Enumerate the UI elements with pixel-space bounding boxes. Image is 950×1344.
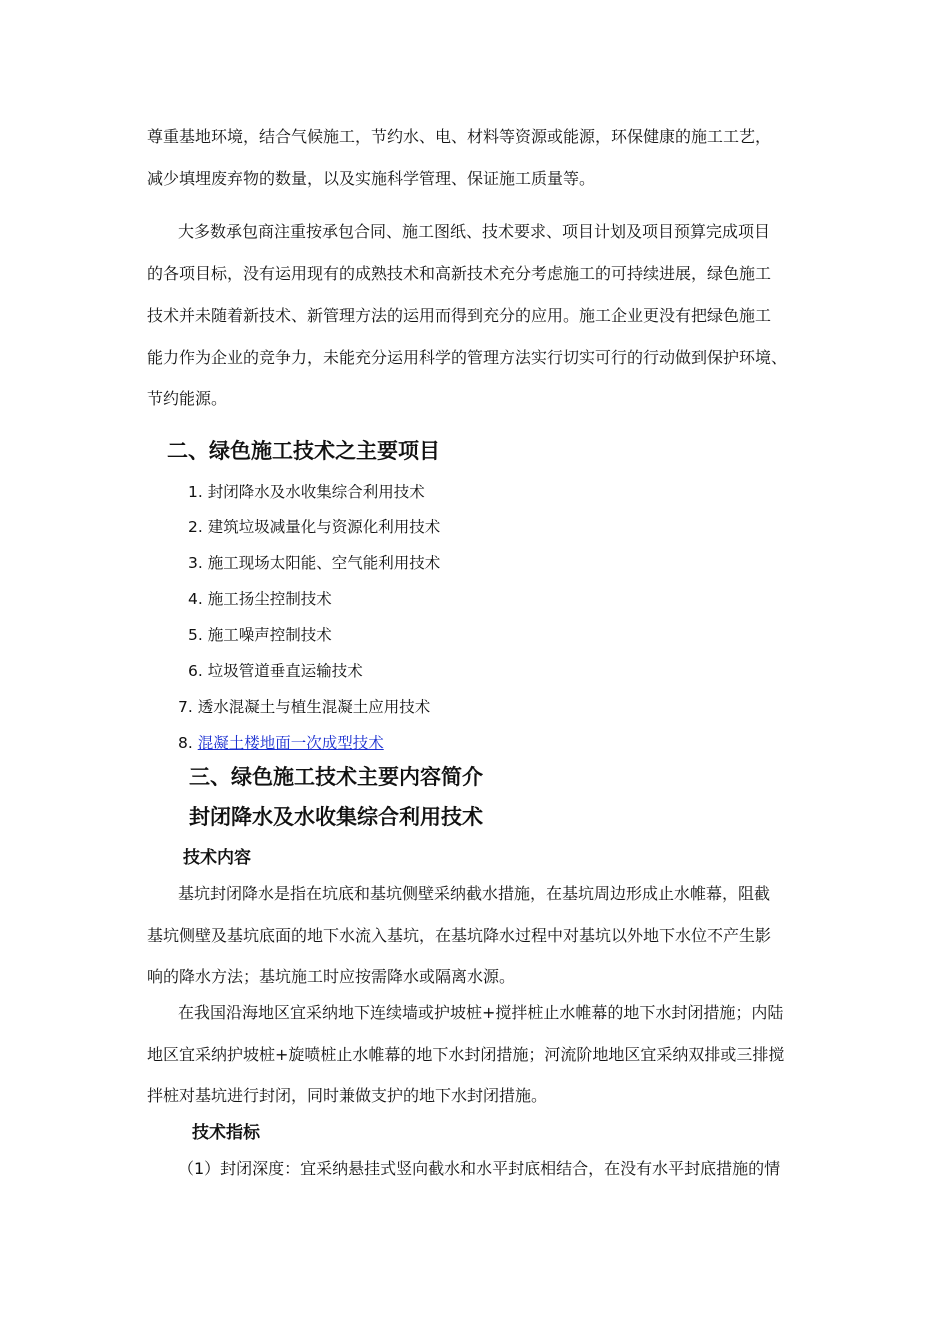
content-p1-line-3: 响的降水方法；基坑施工时应按需降水或隔离水源。 xyxy=(147,967,516,986)
para2-line-3: 技术并未随着新技术、新管理方法的运用而得到充分的应用。施工企业更没有把绿色施工 xyxy=(147,306,772,325)
index-heading: 技术指标 xyxy=(192,1123,260,1143)
content-p2-line-2: 地区宜采纳护坡桩+旋喷桩止水帷幕的地下水封闭措施；河流阶地地区宜采纳双排或三排搅 xyxy=(147,1045,785,1064)
intro-line-2: 减少填埋废弃物的数量，以及实施科学管理、保证施工质量等。 xyxy=(147,169,596,188)
para2-line-4: 能力作为企业的竞争力，未能充分运用科学的管理方法实行切实可行的行动做到保护环境、 xyxy=(147,348,788,367)
content-p1-line-1: 基坑封闭降水是指在坑底和基坑侧壁采纳截水措施，在基坑周边形成止水帷幕，阻截 xyxy=(178,884,771,903)
index-line-1: （1）封闭深度：宜采纳悬挂式竖向截水和水平封底相结合，在没有水平封底措施的情 xyxy=(178,1159,781,1178)
intro-line-1: 尊重基地环境，结合气候施工，节约水、电、材料等资源或能源，环保健康的施工工艺， xyxy=(147,127,772,146)
item-8-link[interactable]: 混凝土楼地面一次成型技术 xyxy=(197,734,384,752)
para2-line-5: 节约能源。 xyxy=(147,389,228,408)
list-item: 2. 建筑垃圾减量化与资源化利用技术 xyxy=(188,518,441,536)
list-item: 6. 垃圾管道垂直运输技术 xyxy=(188,662,363,680)
content-p2-line-1: 在我国沿海地区宜采纳地下连续墙或护坡桩+搅拌桩止水帷幕的地下水封闭措施；内陆 xyxy=(178,1003,784,1022)
list-item: 7. 透水混凝土与植生混凝土应用技术 xyxy=(178,698,431,716)
list-item: 4. 施工扬尘控制技术 xyxy=(188,590,332,608)
list-item: 3. 施工现场太阳能、空气能利用技术 xyxy=(188,554,441,572)
content-p2-line-3: 拌桩对基坑进行封闭，同时兼做支护的地下水封闭措施。 xyxy=(147,1086,548,1105)
list-item: 1. 封闭降水及水收集综合利用技术 xyxy=(188,483,425,501)
section3-subheading: 封闭降水及水收集综合利用技术 xyxy=(189,805,483,829)
list-item: 5. 施工噪声控制技术 xyxy=(188,626,332,644)
list-item-8 xyxy=(178,733,384,753)
section3-heading: 三、绿色施工技术主要内容简介 xyxy=(189,765,483,789)
list-item-8-number: 8. xyxy=(178,734,198,752)
section2-heading: 二、绿色施工技术之主要项目 xyxy=(167,439,440,463)
content-p1-line-2: 基坑侧壁及基坑底面的地下水流入基坑，在基坑降水过程中对基坑以外地下水位不产生影 xyxy=(147,926,772,945)
para2-line-2: 的各项目标，没有运用现有的成熟技术和高新技术充分考虑施工的可持续进展，绿色施工 xyxy=(147,264,772,283)
content-heading: 技术内容 xyxy=(183,848,251,868)
para2-line-1: 大多数承包商注重按承包合同、施工图纸、技术要求、项目计划及项目预算完成项目 xyxy=(178,222,771,241)
